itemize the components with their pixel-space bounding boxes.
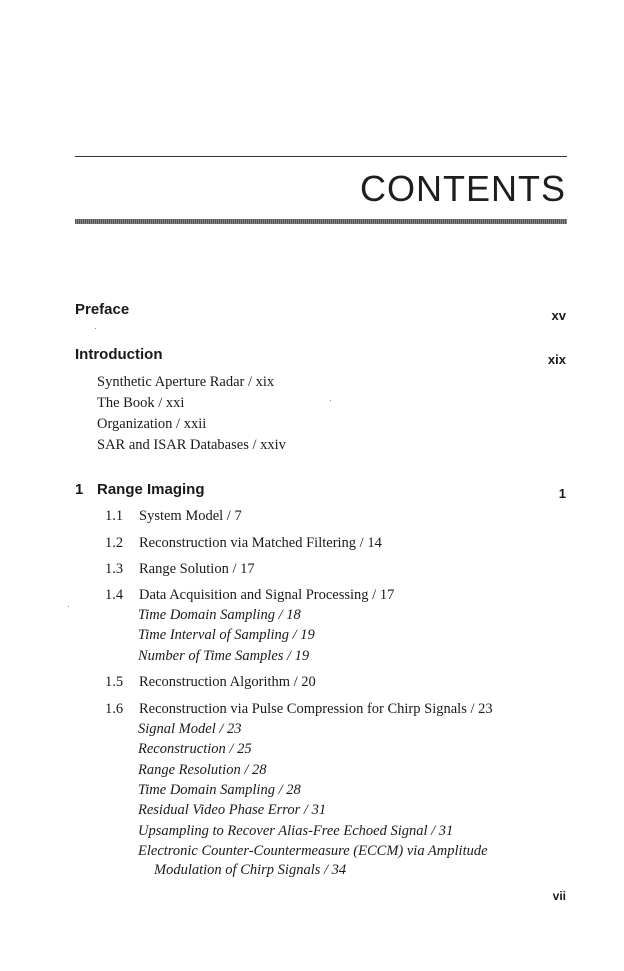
section-number: 1.5 [105,674,124,690]
section-entry[interactable] [105,587,394,604]
subsection-entry[interactable]: Electronic Counter-Countermeasure (ECCM) via Amplitude [138,843,488,859]
section-number: 1.3 [105,561,124,577]
section-text: Reconstruction Algorithm / 20 [139,674,316,690]
introduction-label: Introduction [75,346,163,363]
subsection-entry[interactable]: Time Domain Sampling / 28 [138,782,301,798]
subsection-entry[interactable]: Number of Time Samples / 19 [138,648,310,664]
subsection-entry[interactable]: Signal Model / 23 [138,721,242,737]
section-text: System Model / 7 [139,508,242,524]
intro-item[interactable]: SAR and ISAR Databases / xxiv [97,437,286,453]
intro-item[interactable]: Organization / xxii [97,416,207,432]
subsection-entry[interactable]: Time Domain Sampling / 18 [138,607,301,623]
subsection-entry[interactable]: Time Interval of Sampling / 19 [138,627,315,643]
section-entry[interactable] [105,701,493,718]
section-text: Reconstruction via Matched Filtering / 14 [139,535,382,551]
introduction-page: xix [547,352,566,367]
subsection-entry[interactable]: Upsampling to Recover Alias-Free Echoed Signal / 31 [138,823,454,839]
chapter-page: 1 [558,486,566,501]
section-text: Data Acquisition and Signal Processing / 17 [139,587,395,603]
section-entry[interactable] [105,535,382,552]
section-number: 1.4 [105,587,124,603]
page-title: CONTENTS [360,168,566,209]
section-number: 1.1 [105,508,124,524]
preface-page: xv [551,308,566,323]
scan-speck [68,606,69,607]
scan-speck [95,328,96,329]
chapter-number: 1 [75,481,84,498]
top-rule [75,156,567,157]
section-number: 1.2 [105,535,124,551]
subsection-entry[interactable]: Reconstruction / 25 [138,741,252,757]
chapter-label: Range Imaging [97,481,205,498]
section-text: Reconstruction via Pulse Compression for Chirp Signals / 23 [139,701,493,717]
section-entry[interactable] [105,561,255,578]
intro-item[interactable]: Synthetic Aperture Radar / xix [97,374,275,390]
page-folio: vii [552,889,566,903]
title-rule [75,219,567,224]
preface-label: Preface [75,301,130,318]
subsection-entry-continued[interactable]: Modulation of Chirp Signals / 34 [154,862,347,878]
section-entry[interactable] [105,674,316,691]
subsection-entry[interactable]: Range Resolution / 28 [138,762,267,778]
scan-speck [330,400,331,401]
subsection-entry[interactable]: Residual Video Phase Error / 31 [138,802,327,818]
section-number: 1.6 [105,701,124,717]
intro-item[interactable]: The Book / xxi [97,395,185,411]
section-text: Range Solution / 17 [139,561,255,577]
section-entry[interactable] [105,508,242,525]
